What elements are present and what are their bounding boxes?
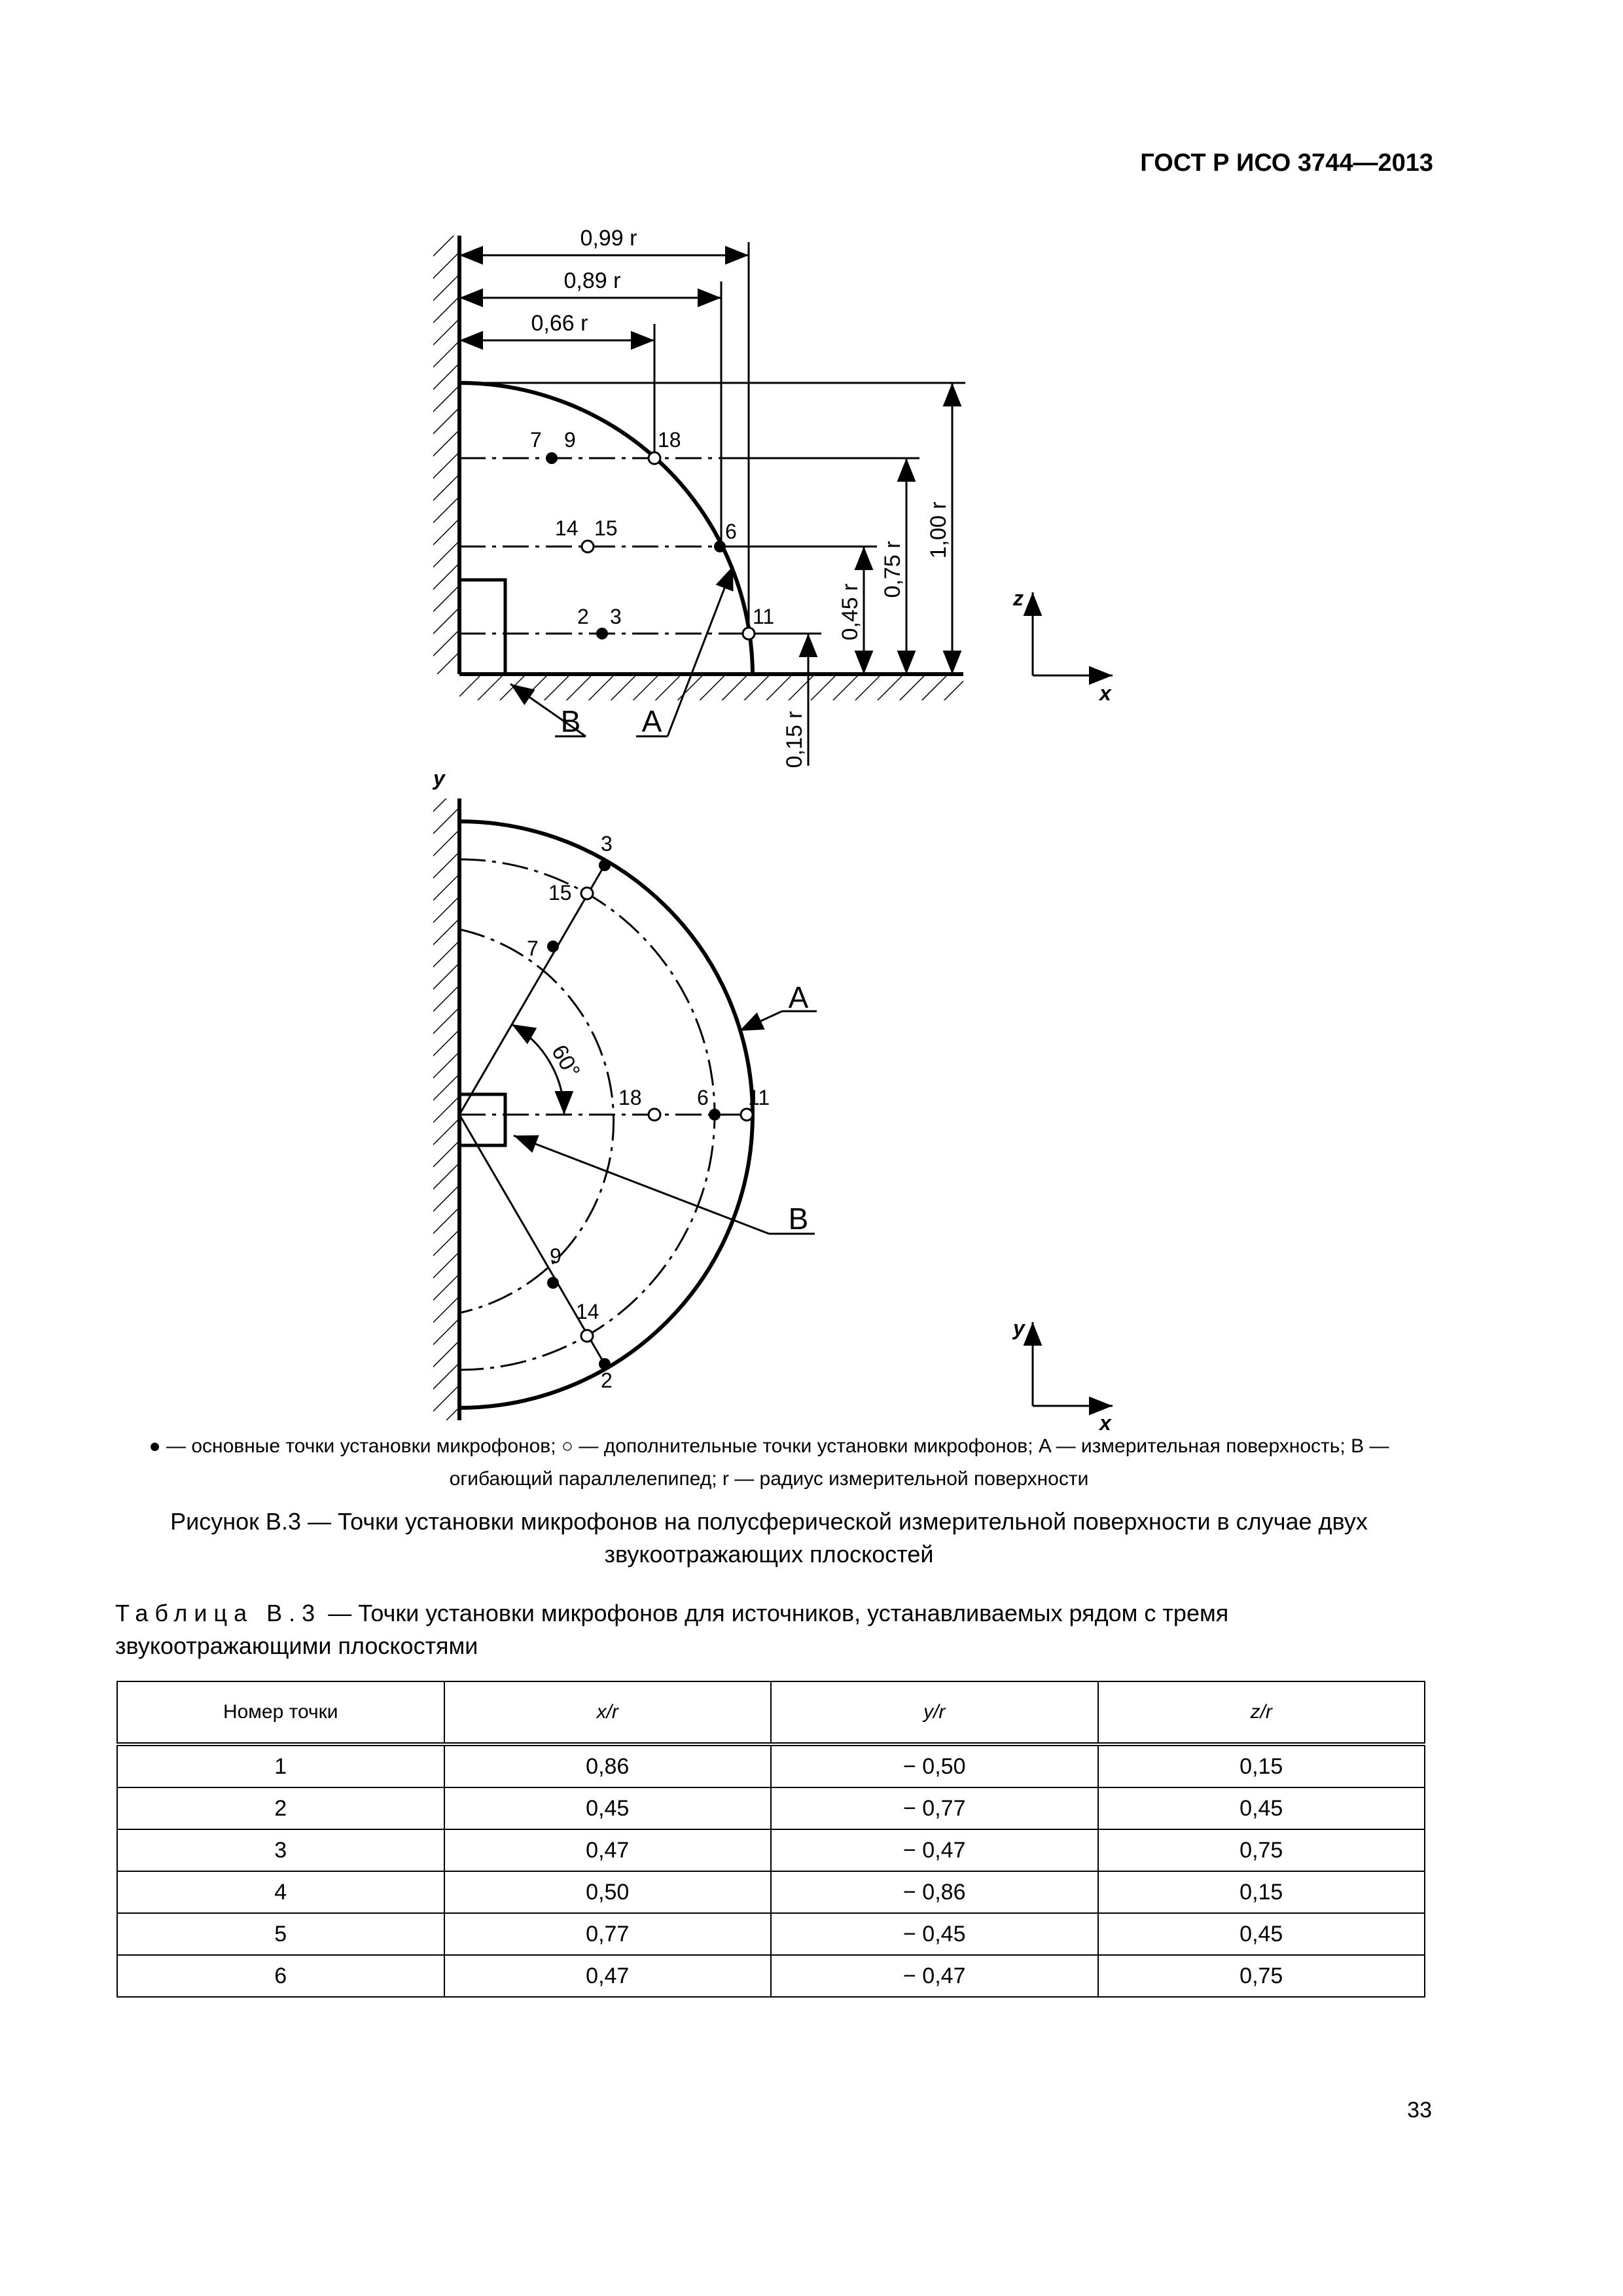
label-6-top: 6 — [697, 1086, 709, 1109]
cell-point: 2 — [117, 1787, 444, 1829]
callout-leaders-top — [514, 1011, 817, 1234]
cell-point: 3 — [117, 1829, 444, 1871]
label-3: 3 — [610, 605, 622, 628]
table-header-row — [117, 1681, 1425, 1744]
table-row — [117, 1871, 1425, 1913]
label-2-top: 2 — [601, 1369, 613, 1392]
point-18-top — [649, 1109, 660, 1121]
label-14-top: 14 — [576, 1300, 599, 1323]
label-7: 7 — [530, 428, 542, 452]
table-row — [117, 1913, 1425, 1955]
point-18 — [649, 452, 660, 464]
point-7-top — [547, 941, 559, 952]
dim-label-045: 0,45 r — [838, 583, 863, 641]
header-point-number: Номер точки — [117, 1681, 444, 1744]
cell-x: 0,45 — [444, 1787, 772, 1829]
dim-label-089: 0,89 r — [563, 268, 621, 293]
axis-y-top-label: y — [433, 766, 445, 790]
cell-x: 0,47 — [444, 1829, 772, 1871]
cell-y: − 0,45 — [771, 1913, 1098, 1955]
cell-y: − 0,47 — [771, 1955, 1098, 1997]
callout-a-top: A — [788, 980, 809, 1014]
point-6-top — [709, 1109, 721, 1121]
point-2-3 — [596, 628, 608, 639]
angle-label: 60° — [546, 1041, 585, 1083]
label-18-top: 18 — [618, 1086, 642, 1109]
table-title-prefix: Таблица B.3 — [115, 1600, 322, 1626]
cell-x: 0,77 — [444, 1913, 772, 1955]
side-view — [433, 226, 1113, 768]
microphone-positions-table — [116, 1681, 1425, 1998]
document-header: ГОСТ Р ИСО 3744—2013 — [1140, 149, 1433, 177]
cell-y: − 0,47 — [771, 1829, 1098, 1871]
label-7-top: 7 — [527, 937, 539, 960]
cell-z: 0,75 — [1098, 1829, 1425, 1871]
table-title-rest: — Точки установки микрофонов для источников, устанавливаемых рядом с тремя звукоотражающими плоскостями — [115, 1600, 1229, 1659]
cell-z: 0,75 — [1098, 1955, 1425, 1997]
point-11-top — [741, 1109, 753, 1121]
point-9-top — [547, 1277, 559, 1289]
point-14-top — [581, 1330, 593, 1342]
header-y-text: y/r — [923, 1701, 946, 1723]
point-3-top — [599, 859, 611, 871]
callout-b: B — [560, 704, 581, 738]
dim-label-099: 0,99 r — [580, 226, 637, 251]
cell-z: 0,15 — [1098, 1744, 1425, 1787]
axes-yx — [1033, 1322, 1113, 1406]
wall-hatch — [433, 236, 459, 674]
cell-point: 6 — [117, 1955, 444, 1997]
cell-point: 5 — [117, 1913, 444, 1955]
axis-z-label: z — [1013, 586, 1024, 610]
point-15-top — [581, 888, 593, 899]
axis-y-label: y — [1013, 1316, 1025, 1340]
label-6: 6 — [725, 520, 737, 543]
inner-circle-2 — [459, 929, 614, 1313]
cell-x: 0,50 — [444, 1871, 772, 1913]
label-9-top: 9 — [550, 1244, 562, 1268]
top-view — [432, 766, 1113, 1433]
table-row — [117, 1955, 1425, 1997]
floor-hatch — [459, 674, 963, 700]
table-row — [117, 1829, 1425, 1871]
cell-y: − 0,77 — [771, 1787, 1098, 1829]
cell-y: − 0,86 — [771, 1871, 1098, 1913]
figure-legend: ● — основные точки установки микрофонов; ○ — дополнительные точки установки микрофонов; A — измерительная поверхность; B — огибающий параллелепипед; r — радиус измерительной поверхности — [149, 1435, 1389, 1490]
cell-point: 4 — [117, 1871, 444, 1913]
dim-label-015: 0,15 r — [782, 711, 807, 768]
label-14: 14 — [555, 516, 579, 540]
dim-label-075: 0,75 r — [880, 541, 905, 598]
label-15-top: 15 — [548, 881, 572, 905]
axis-x-label-top: x — [1099, 1411, 1111, 1433]
dim-label-100: 1,00 r — [926, 501, 951, 559]
table-row — [117, 1744, 1425, 1787]
label-3-top: 3 — [601, 832, 613, 855]
table-row — [117, 1787, 1425, 1829]
dim-label-066: 0,66 r — [531, 311, 588, 336]
cell-y: − 0,50 — [771, 1744, 1098, 1787]
point-11 — [743, 628, 755, 639]
header-x — [444, 1681, 772, 1744]
axes-zx — [1033, 592, 1113, 675]
cell-z: 0,45 — [1098, 1787, 1425, 1829]
wall-hatch-top — [433, 798, 459, 1420]
axis-x-label: x — [1099, 681, 1111, 705]
reference-box — [459, 580, 505, 674]
header-y — [771, 1681, 1098, 1744]
label-18: 18 — [658, 428, 681, 452]
figure-caption: Рисунок B.3 — Точки установки микрофонов на полусферической измерительной поверхности в случае двух звукоотражающих плоскостей — [170, 1508, 1368, 1568]
cell-x: 0,86 — [444, 1744, 772, 1787]
cell-z: 0,45 — [1098, 1913, 1425, 1955]
header-x-text: x/r — [596, 1701, 618, 1723]
point-14-15 — [582, 541, 594, 552]
cell-point: 1 — [117, 1744, 444, 1787]
label-11: 11 — [753, 605, 775, 628]
cell-z: 0,15 — [1098, 1871, 1425, 1913]
page-number: 33 — [1407, 2098, 1432, 2123]
cell-x: 0,47 — [444, 1955, 772, 1997]
radial-lines — [459, 867, 751, 1362]
callout-leaders — [510, 566, 733, 736]
header-z — [1098, 1681, 1425, 1744]
callout-a: A — [641, 704, 662, 738]
table-title — [115, 1597, 1424, 1662]
callout-b-top: B — [788, 1202, 809, 1236]
label-11-top: 11 — [748, 1086, 770, 1109]
label-2: 2 — [577, 605, 589, 628]
header-z-text: z/r — [1250, 1701, 1272, 1723]
label-9: 9 — [564, 428, 576, 452]
point-6 — [714, 541, 726, 552]
label-15: 15 — [594, 516, 618, 540]
point-7-9 — [546, 452, 558, 464]
